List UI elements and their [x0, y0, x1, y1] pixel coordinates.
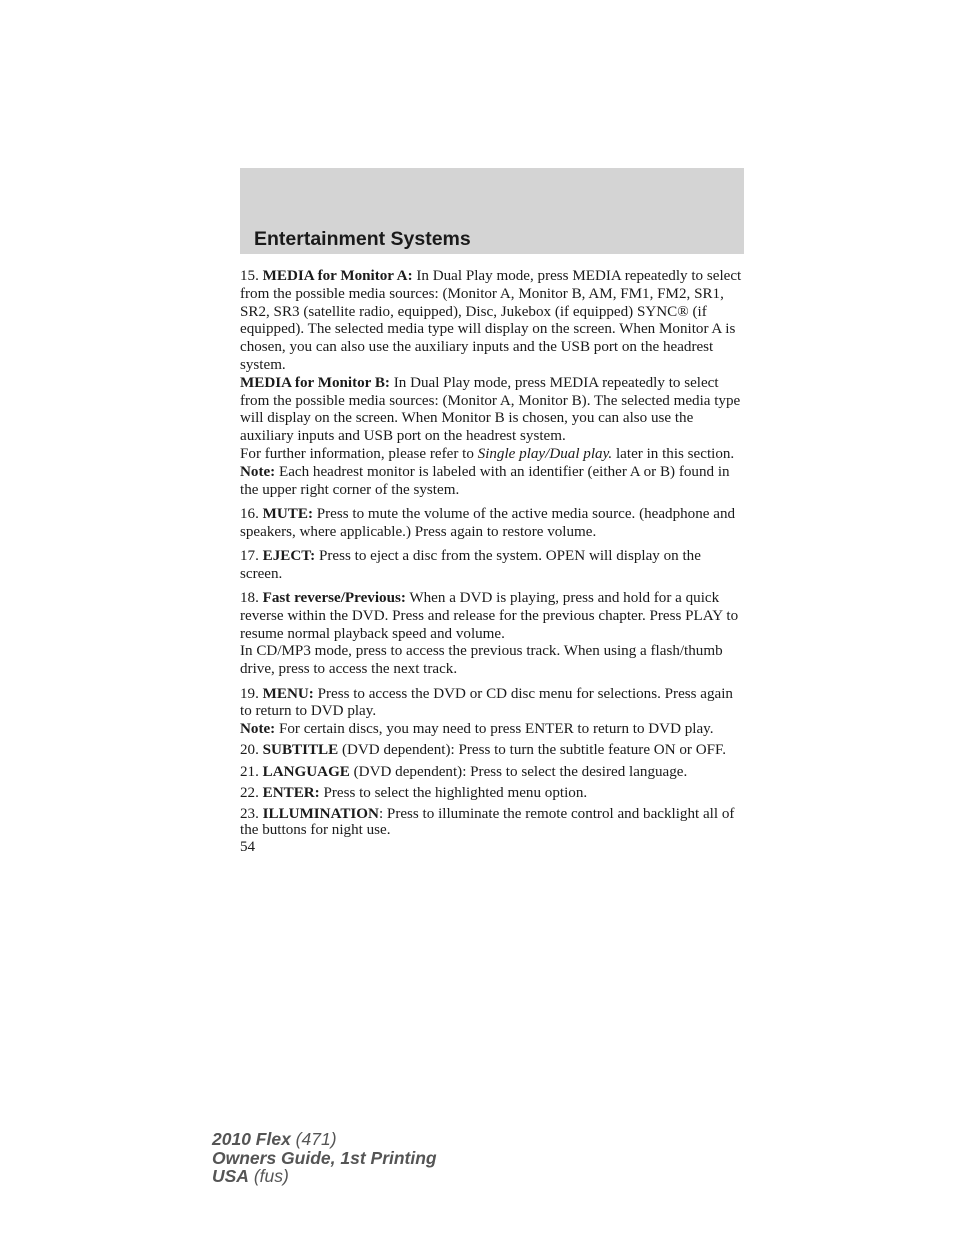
item-text: Press to mute the volume of the active media source. (headphone and speakers, where applicable.) Press again to restore volume.: [240, 505, 736, 540]
item-19-note: [240, 721, 746, 737]
item-number: 18.: [240, 590, 259, 607]
item-19: [240, 686, 746, 738]
document-footer: [212, 1130, 437, 1186]
item-22-text: [240, 785, 746, 801]
footer-model: 2010 Flex: [212, 1129, 291, 1149]
footer-line-region: [212, 1167, 437, 1186]
item-number: 21.: [240, 763, 259, 780]
item-16: [240, 506, 746, 542]
footer-model-code: (471): [290, 1129, 337, 1149]
item-18-cd-mode: In CD/MP3 mode, press to access the previous track. When using a flash/thumb drive, press to access the next track.: [240, 643, 723, 678]
item-text: : Press to illuminate the remote control and backlight all of the buttons for night use.: [240, 805, 735, 839]
item-label: SUBTITLE: [262, 742, 339, 759]
item-15-further-info: [240, 446, 746, 464]
section-header: [240, 168, 744, 254]
item-21: [240, 764, 746, 780]
footer-guide: Owners Guide, 1st Printing: [212, 1147, 437, 1168]
item-number: 15.: [240, 268, 259, 284]
item-18: [240, 590, 746, 679]
item-label: MENU:: [262, 685, 314, 702]
item-text: Press to eject a disc from the system. OPEN will display on the screen.: [240, 547, 701, 582]
item-label: MEDIA for Monitor A:: [262, 268, 413, 284]
item-number: 23.: [240, 805, 259, 822]
item-18-text: [240, 590, 746, 643]
item-label: LANGUAGE: [262, 763, 350, 780]
item-number: 16.: [240, 505, 259, 522]
item-17-text: [240, 548, 746, 584]
item-label: ILLUMINATION: [262, 805, 379, 822]
item-label: MEDIA for Monitor B:: [240, 374, 390, 391]
item-text: Press to access the DVD or CD disc menu for selections. Press again to return to DVD play.: [240, 685, 733, 720]
footer-line-guide: [212, 1149, 437, 1168]
item-17: [240, 548, 746, 584]
item-text: When a DVD is playing, press and hold for a quick reverse within the DVD. Press and release for the previous chapter. Press PLAY to resume normal playback speed and volume.: [240, 590, 739, 642]
page-body: [240, 268, 746, 856]
footer-line-model: [212, 1130, 437, 1149]
item-text: For further information, please refer to: [240, 445, 478, 462]
item-20-text: [240, 742, 746, 758]
item-20: [240, 742, 746, 758]
item-text: (DVD dependent): Press to turn the subtitle feature ON or OFF.: [338, 742, 726, 759]
item-text: later in this section.: [612, 445, 735, 462]
item-19-text: [240, 686, 746, 722]
item-23: [240, 806, 746, 838]
item-number: 17.: [240, 547, 259, 564]
item-text: (DVD dependent): Press to select the desired language.: [349, 763, 688, 780]
item-label: Fast reverse/Previous:: [262, 590, 406, 607]
page-number: 54: [240, 839, 256, 856]
item-text: In Dual Play mode, press MEDIA repeatedly to select from the possible media sources: (Monitor A, Monitor B, AM, FM1, FM2, SR1, SR2, SR3 (satellite radio, equipped), Disc, Jukebox (if equipped) SYNC® (if equipped). The selected media type will display on the screen. When Monitor A is chosen, you can also use the auxiliary inputs and the USB port on the headrest system.: [240, 268, 742, 373]
note-label: Note:: [240, 721, 276, 738]
item-21-text: [240, 764, 746, 780]
note-text: Each headrest monitor is labeled with an identifier (either A or B) found in the upper right corner of the system.: [240, 463, 730, 498]
item-number: 20.: [240, 742, 259, 759]
item-23-text: [240, 806, 746, 838]
item-15: [240, 268, 746, 499]
section-title: Entertainment Systems: [254, 228, 471, 250]
item-label: MUTE:: [262, 505, 313, 522]
item-number: 22.: [240, 784, 259, 801]
item-number: 19.: [240, 685, 259, 702]
cross-reference: Single play/Dual play.: [477, 445, 613, 462]
item-15-monitor-b: [240, 375, 746, 446]
item-text: In Dual Play mode, press MEDIA repeatedly to select from the possible media sources: (Monitor A, Monitor B). The selected media type will display on the screen. When Monitor B is chosen, you can also use the auxiliary inputs and USB port on the headrest system.: [240, 374, 741, 445]
footer-region: USA: [212, 1166, 249, 1186]
note-text: For certain discs, you may need to press ENTER to return to DVD play.: [275, 721, 714, 738]
item-15-note: [240, 464, 746, 500]
item-16-text: [240, 506, 746, 542]
item-label: EJECT:: [262, 547, 316, 564]
footer-region-code: (fus): [248, 1166, 289, 1186]
item-22: [240, 785, 746, 801]
note-label: Note:: [240, 463, 276, 480]
item-15-monitor-a: [240, 268, 746, 375]
item-label: ENTER:: [262, 784, 320, 801]
item-text: Press to select the highlighted menu option.: [319, 784, 588, 801]
